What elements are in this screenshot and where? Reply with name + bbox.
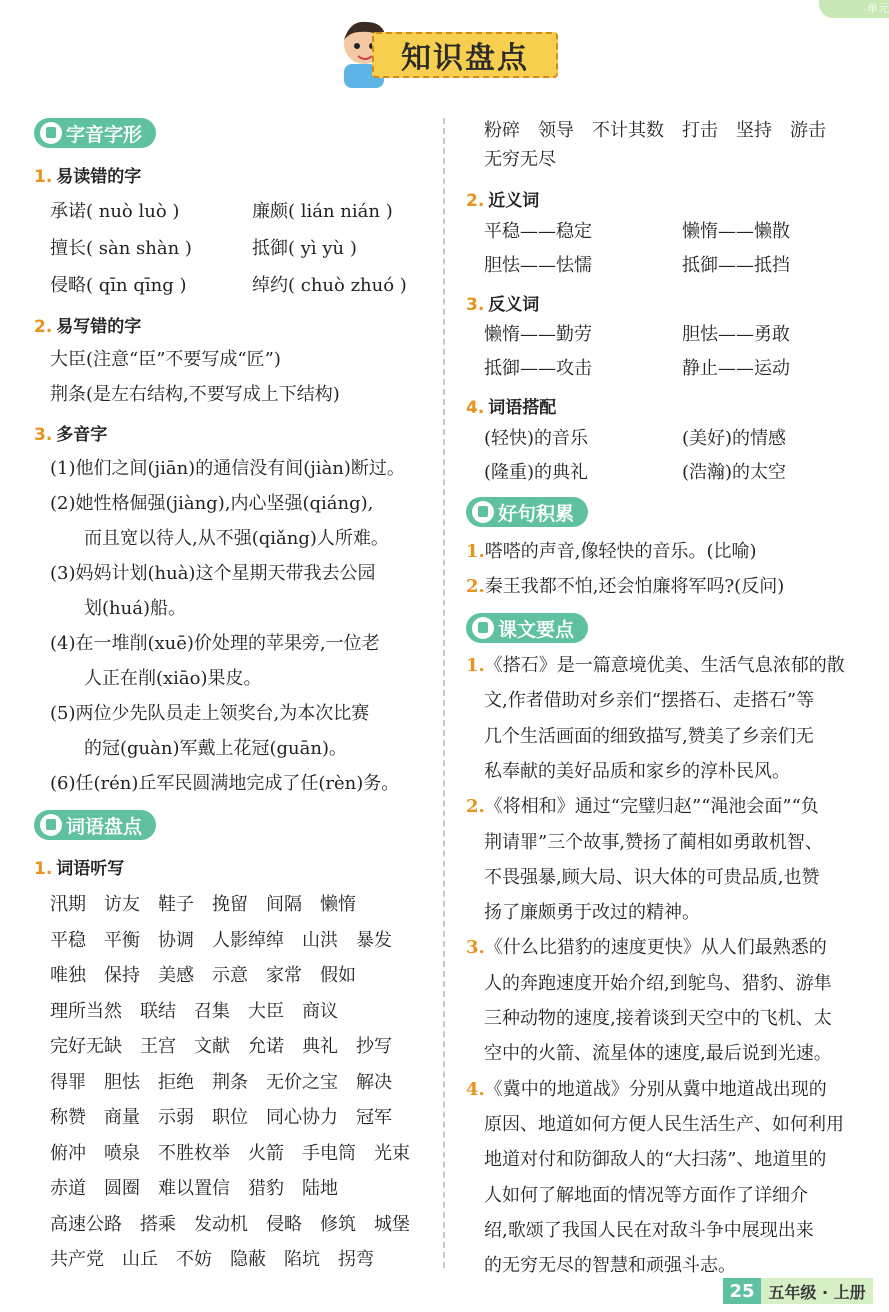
- word-item: 示弱: [158, 1107, 194, 1128]
- ke-line: 原因、地道如何方便人民生活生产、如何利用: [484, 1113, 844, 1135]
- word-item: 抄写: [356, 1036, 392, 1057]
- syn-1a: 平稳——稳定: [484, 221, 592, 242]
- word-item: 挽留: [212, 894, 248, 915]
- duoyin-6: (6)任(rén)丘军民圆满地完成了任(rèn)务。: [50, 773, 400, 794]
- ke-line: 私奉献的美好品质和家乡的淳朴民风。: [484, 760, 790, 782]
- word-row: [50, 1103, 410, 1129]
- word-item: 光束: [374, 1142, 410, 1164]
- word-item: 访友: [104, 894, 140, 915]
- duoyin-5b: 的冠(guàn)军戴上花冠(guān)。: [84, 738, 347, 759]
- hao-2: 2.秦王我都不怕,还会怕廉将军吗?(反问): [466, 576, 785, 597]
- word-item: 不妨: [176, 1249, 212, 1270]
- word-item: 完好无缺: [50, 1036, 122, 1057]
- sub-ci-3: 3. 反义词: [466, 295, 540, 315]
- duoyin-4: (4)在一堆削(xuē)价处理的苹果旁,一位老: [50, 633, 380, 654]
- section-hao: 好句积累: [466, 497, 588, 527]
- word-item: 典礼: [302, 1036, 338, 1057]
- word-item: 陷坑: [284, 1249, 320, 1270]
- ke-line: 人的奔跑速度开始介绍,到鸵鸟、猎豹、游隼: [484, 972, 832, 994]
- sub-ci-2: 2. 近义词: [466, 191, 540, 211]
- word-item: 文献: [194, 1036, 230, 1057]
- duoyin-2b: 而且宽以待人,从不强(qiǎng)人所难。: [84, 528, 389, 549]
- ke-line: 3.《什么比猎豹的速度更快》从人们最熟悉的: [466, 937, 827, 959]
- section-ke: 课文要点: [466, 613, 588, 643]
- word-item: 修筑: [320, 1213, 356, 1235]
- ke-line: 文,作者借助对乡亲们“摆搭石、走搭石”等: [484, 690, 815, 712]
- word-item: 俯冲: [50, 1142, 86, 1164]
- word-item: 大臣: [248, 1000, 284, 1022]
- zi-row-2b: 抵御( yì yù ): [252, 238, 357, 259]
- syn-2a: 胆怯——怯懦: [484, 255, 592, 276]
- grade-label: 五年级 · 上册: [761, 1278, 873, 1304]
- word-row: [50, 997, 356, 1023]
- word-item: 间隔: [266, 894, 302, 915]
- unit-corner-tab: 单元: [819, 0, 889, 18]
- ke-line: 地道对付和防御敌人的“大扫荡”、地道里的: [484, 1149, 827, 1171]
- word-row: [50, 890, 374, 916]
- word-item: 家常: [266, 965, 302, 986]
- syn-1b: 懒惰——懒散: [682, 221, 790, 242]
- ke-line: 4.《冀中的地道战》分别从冀中地道战出现的: [466, 1078, 827, 1100]
- word-item: 商量: [104, 1107, 140, 1128]
- book-icon: [40, 814, 62, 836]
- ke-line: 三种动物的速度,接着谈到天空中的飞机、太: [484, 1008, 832, 1029]
- zi-row-1a: 承诺( nuò luò ): [50, 201, 180, 222]
- graduation-cap-icon: [472, 617, 494, 639]
- word-item: 职位: [212, 1107, 248, 1128]
- duoyin-3b: 划(huá)船。: [84, 598, 186, 619]
- match-2b: (浩瀚)的太空: [682, 462, 787, 483]
- zi-row-3a: 侵略( qīn qīng ): [50, 275, 187, 296]
- word-item: 冠军: [356, 1107, 392, 1128]
- duoyin-3: (3)妈妈计划(huà)这个星期天带我去公园: [50, 563, 376, 584]
- word-item: 胆怯: [104, 1071, 140, 1093]
- section-zi: 字音字形: [34, 118, 156, 148]
- word-item: 人影绰绰: [212, 929, 284, 951]
- word-row: [50, 1139, 428, 1165]
- ant-2a: 抵御——攻击: [484, 358, 592, 379]
- word-row: [50, 961, 374, 987]
- word-item: 赤道: [50, 1178, 86, 1199]
- match-1a: (轻快)的音乐: [484, 428, 589, 449]
- word-item: 发动机: [194, 1213, 248, 1235]
- word-item: 猎豹: [248, 1178, 284, 1199]
- word-row: [50, 1068, 410, 1094]
- duoyin-2: (2)她性格倔强(jiàng),内心坚强(qiáng),: [50, 493, 374, 514]
- section-ci: 词语盘点: [34, 810, 156, 840]
- word-item: 汛期: [50, 894, 86, 915]
- word-item: 隐蔽: [230, 1249, 266, 1270]
- word-item: 搭乘: [140, 1213, 176, 1235]
- word-row-cont: 粉碎 领导 不计其数 打击 坚持 游击: [484, 120, 826, 141]
- word-item: 暴发: [356, 929, 392, 951]
- ke-line: 荆请罪”三个故事,赞扬了蔺相如勇敢机智、: [484, 831, 823, 853]
- zi-row-1b: 廉颇( lián nián ): [252, 201, 393, 222]
- word-item: 称赞: [50, 1107, 86, 1128]
- zi-write-2: 荆条(是左右结构,不要写成上下结构): [50, 384, 340, 405]
- ke-line: 几个生活画面的细致描写,赞美了乡亲们无: [484, 725, 814, 747]
- word-item: 保持: [104, 965, 140, 986]
- word-item: 王宫: [140, 1036, 176, 1057]
- word-item: 共产党: [50, 1249, 104, 1270]
- ke-line: 空中的火箭、流星体的速度,最后说到光速。: [484, 1043, 832, 1065]
- word-item: 无价之宝: [266, 1071, 338, 1093]
- match-1b: (美好)的情感: [682, 428, 787, 449]
- word-item: 陆地: [302, 1178, 338, 1199]
- word-item: 示意: [212, 965, 248, 986]
- word-item: 山丘: [122, 1249, 158, 1270]
- word-item: 山洪: [302, 929, 338, 951]
- word-item: 解决: [356, 1071, 392, 1093]
- word-row: [50, 1174, 356, 1200]
- sub-3: 3. 多音字: [34, 425, 108, 445]
- word-item: 手电筒: [302, 1142, 356, 1164]
- word-item: 理所当然: [50, 1000, 122, 1022]
- word-item: 协调: [158, 929, 194, 951]
- word-item: 侵略: [266, 1213, 302, 1235]
- word-item: 美感: [158, 965, 194, 986]
- word-item: 平稳: [50, 929, 86, 951]
- word-item: 荆条: [212, 1071, 248, 1093]
- word-item: 平衡: [104, 929, 140, 951]
- word-item: 同心协力: [266, 1107, 338, 1128]
- word-item: 唯独: [50, 965, 86, 986]
- ke-line: 的无穷无尽的智慧和顽强斗志。: [484, 1255, 736, 1277]
- ant-1a: 懒惰——勤劳: [484, 324, 592, 345]
- word-item: 难以置信: [158, 1178, 230, 1199]
- sub-ci-1: 1. 词语听写: [34, 859, 125, 879]
- duoyin-1: (1)他们之间(jiān)的通信没有间(jiàn)断过。: [50, 458, 405, 479]
- word-item: 懒惰: [320, 894, 356, 915]
- word-item: 不胜枚举: [158, 1142, 230, 1164]
- sub-ci-4: 4. 词语搭配: [466, 398, 557, 418]
- word-row-cont2: 无穷无尽: [484, 149, 556, 170]
- ke-line: 绍,歌颂了我国人民在对敌斗争中展现出来: [484, 1219, 814, 1241]
- word-row: [50, 926, 410, 952]
- zi-row-2a: 擅长( sàn shàn ): [50, 238, 192, 259]
- word-item: 允诺: [248, 1036, 284, 1057]
- ke-line: 人如何了解地面的情况等方面作了详细介: [484, 1184, 808, 1206]
- word-item: 城堡: [374, 1213, 410, 1235]
- word-item: 鞋子: [158, 894, 194, 915]
- ke-line: 不畏强暴,顾大局、识大体的可贵品质,也赞: [484, 866, 820, 888]
- ke-line: 1.《搭石》是一篇意境优美、生活气息浓郁的散: [466, 655, 845, 676]
- word-item: 商议: [302, 1000, 338, 1022]
- word-item: 得罪: [50, 1071, 86, 1093]
- zi-write-1: 大臣(注意“臣”不要写成“匠”): [50, 349, 281, 370]
- syn-2b: 抵御——抵挡: [682, 255, 790, 276]
- word-row: [50, 1032, 410, 1058]
- zi-row-3b: 绰约( chuò zhuó ): [252, 275, 407, 296]
- page-header: [330, 18, 562, 88]
- word-row: [50, 1245, 392, 1271]
- word-item: 假如: [320, 965, 356, 986]
- sub-1: 1. 易读错的字: [34, 167, 142, 187]
- word-item: 喷泉: [104, 1142, 140, 1164]
- word-item: 联结: [140, 1000, 176, 1022]
- word-item: 召集: [194, 1000, 230, 1022]
- page-number: 25: [723, 1278, 761, 1304]
- word-item: 高速公路: [50, 1213, 122, 1235]
- page-title: 知识盘点: [372, 32, 558, 78]
- book-icon: [472, 501, 494, 523]
- word-item: 火箭: [248, 1142, 284, 1164]
- word-row: [50, 1210, 428, 1236]
- ant-1b: 胆怯——勇敢: [682, 324, 790, 345]
- word-item: 拐弯: [338, 1249, 374, 1270]
- word-item: 拒绝: [158, 1071, 194, 1093]
- hao-1: 1.嗒嗒的声音,像轻快的音乐。(比喻): [466, 541, 757, 562]
- column-divider: [443, 118, 445, 1268]
- match-2a: (隆重)的典礼: [484, 462, 589, 483]
- pencil-icon: [40, 122, 62, 144]
- duoyin-4b: 人正在削(xiāo)果皮。: [84, 668, 262, 689]
- word-item: 圆圈: [104, 1178, 140, 1199]
- sub-2: 2. 易写错的字: [34, 317, 142, 337]
- ke-line: 2.《将相和》通过“完璧归赵”“渑池会面”“负: [466, 796, 819, 818]
- ke-line: 扬了廉颇勇于改过的精神。: [484, 902, 700, 924]
- ant-2b: 静止——运动: [682, 358, 790, 379]
- duoyin-5: (5)两位少先队员走上领奖台,为本次比赛: [50, 703, 370, 724]
